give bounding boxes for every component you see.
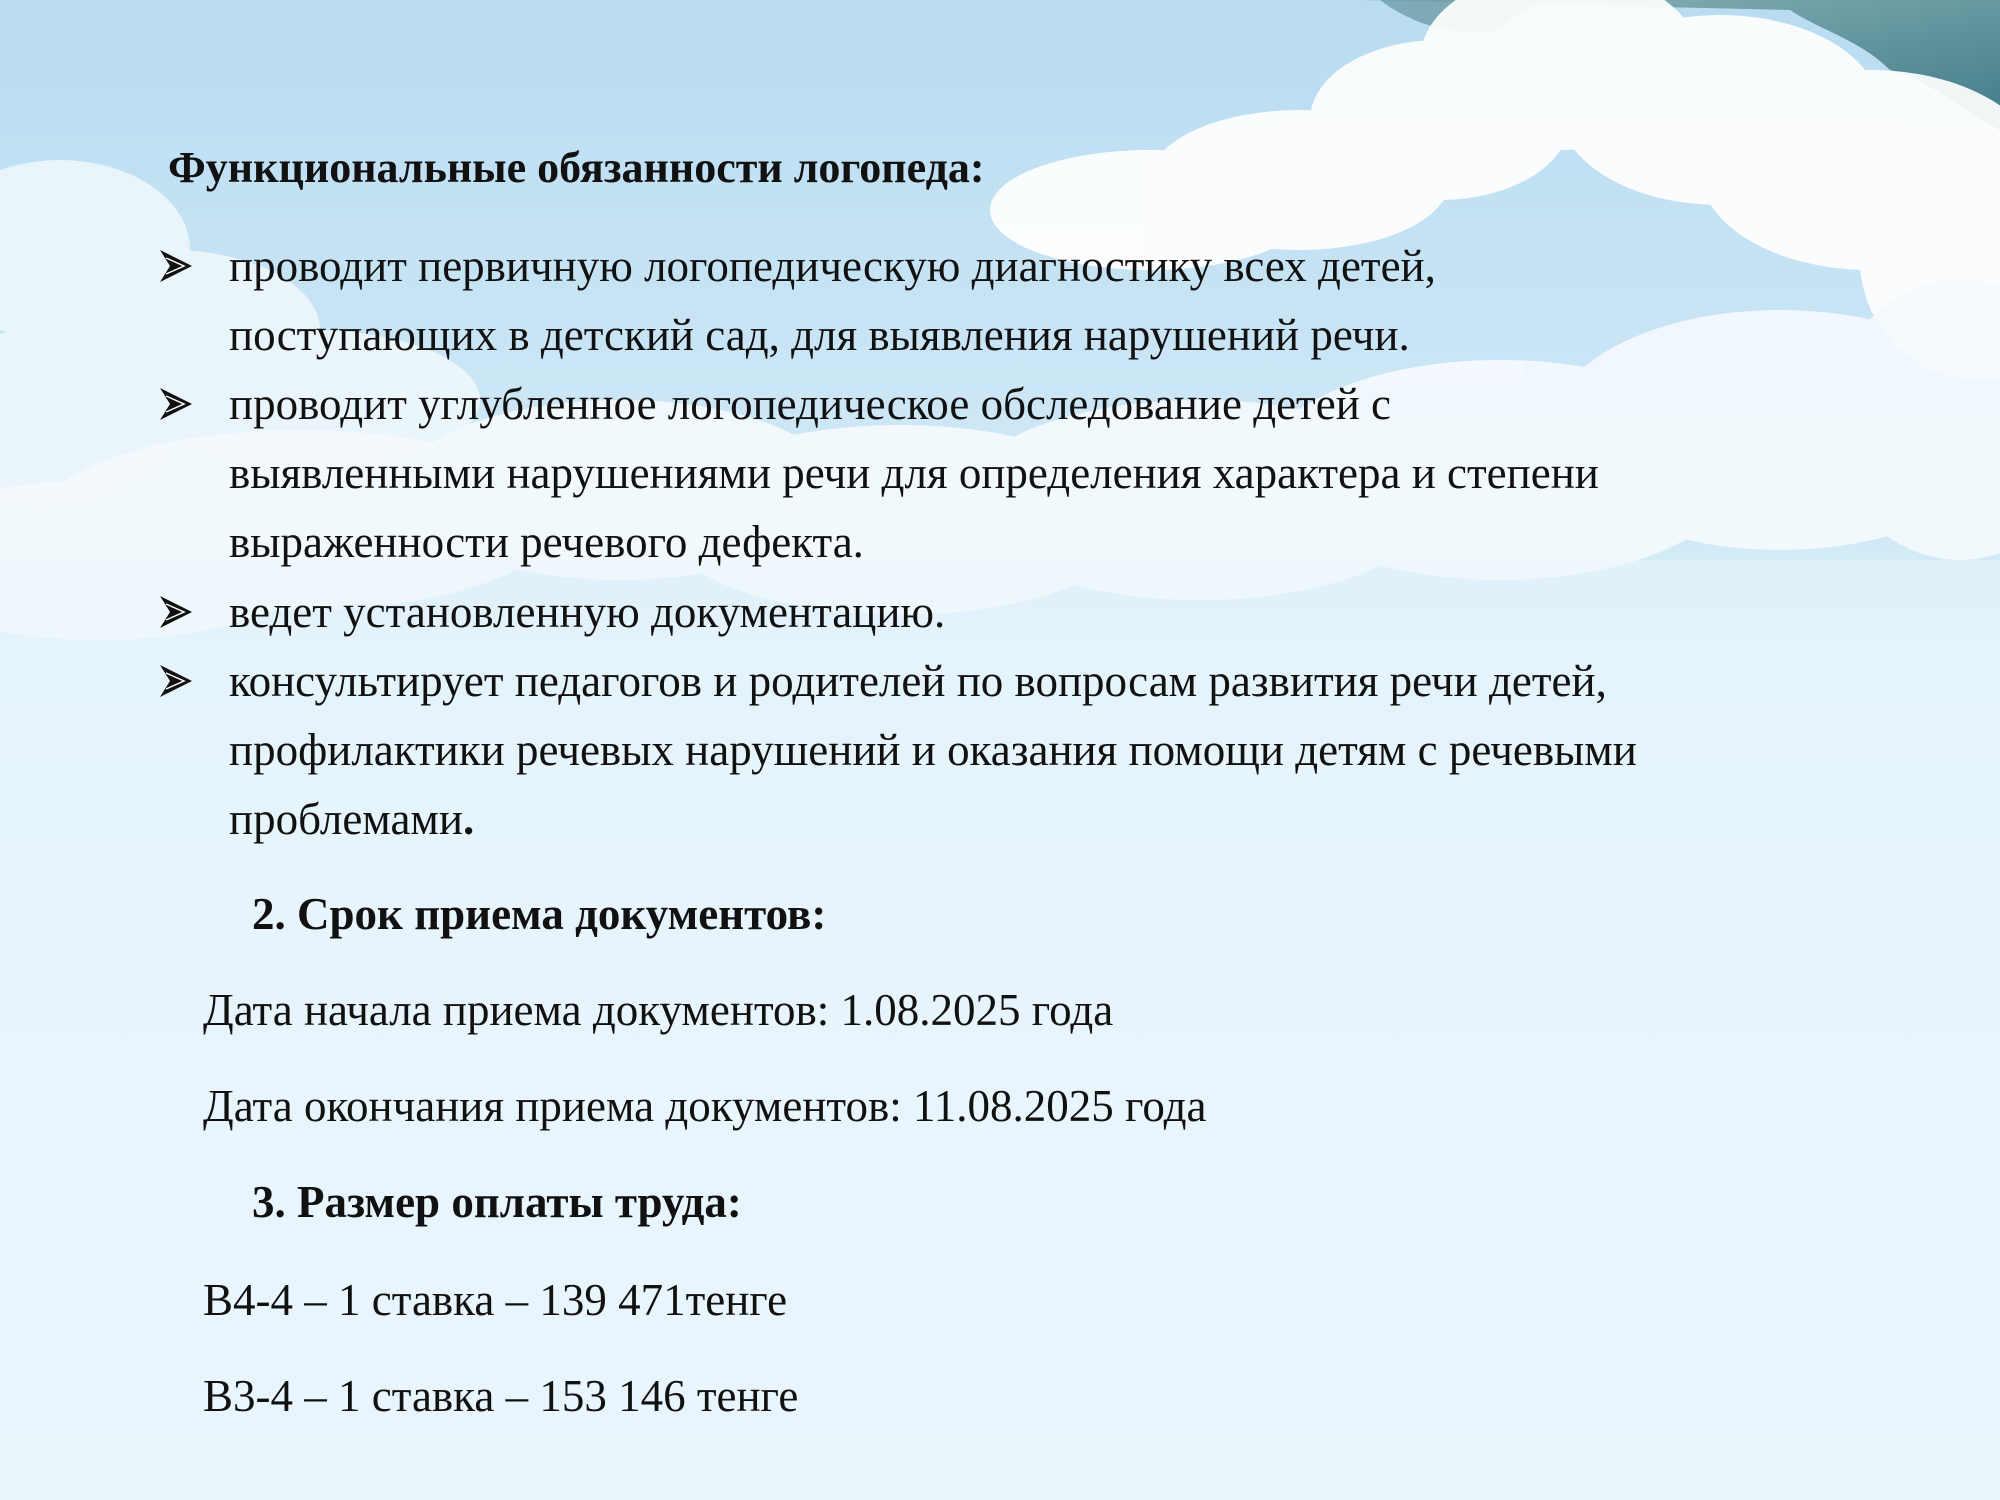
bullet-text [229, 578, 1829, 647]
end-date-text: Дата окончания приема документов: 11.08.2025 года [203, 1081, 1207, 1131]
start-date-text: Дата начала приема документов: 1.08.2025 года [203, 985, 1114, 1035]
salary-rate-b3: В3-4 – 1 ставка – 153 146 тенге [203, 1371, 799, 1421]
section-heading-deadline: 2. Срок приема документов: [252, 889, 827, 939]
bullet-line: профилактики речевых нарушений и оказания помощи детям с речевыми [229, 725, 1637, 775]
bullet-text [229, 370, 1829, 577]
bullet-line-last [229, 785, 1829, 854]
section-heading-salary: 3. Размер оплаты труда: [252, 1177, 742, 1227]
bullet-line: консультирует педагогов и родителей по вопросам развития речи детей, [229, 656, 1607, 706]
bullet-line: выраженности речевого дефекта. [229, 517, 864, 567]
bullet-line: проводит первичную логопедическую диагностику всех детей, [229, 241, 1436, 291]
bullet-end-period: . [463, 794, 475, 844]
bullet-line-text: проблемами [229, 794, 463, 844]
arrowhead-bullet-icon [156, 592, 196, 632]
bullet-line: проводит углубленное логопедическое обследование детей с [229, 379, 1392, 429]
arrowhead-bullet-icon [156, 384, 196, 424]
bullet-text [229, 647, 1829, 854]
page-title: Функциональные обязанности логопеда: [168, 143, 985, 192]
arrowhead-bullet-icon [156, 246, 196, 286]
bullet-line: выявленными нарушениями речи для определения характера и степени [229, 448, 1599, 498]
arrowhead-bullet-icon [156, 661, 196, 701]
bullet-line: поступающих в детский сад, для выявления нарушений речи. [229, 310, 1410, 360]
bullet-line: ведет установленную документацию. [229, 587, 946, 637]
salary-rate-b4: В4-4 – 1 ставка – 139 471тенге [203, 1275, 788, 1325]
bullet-text [229, 232, 1829, 370]
